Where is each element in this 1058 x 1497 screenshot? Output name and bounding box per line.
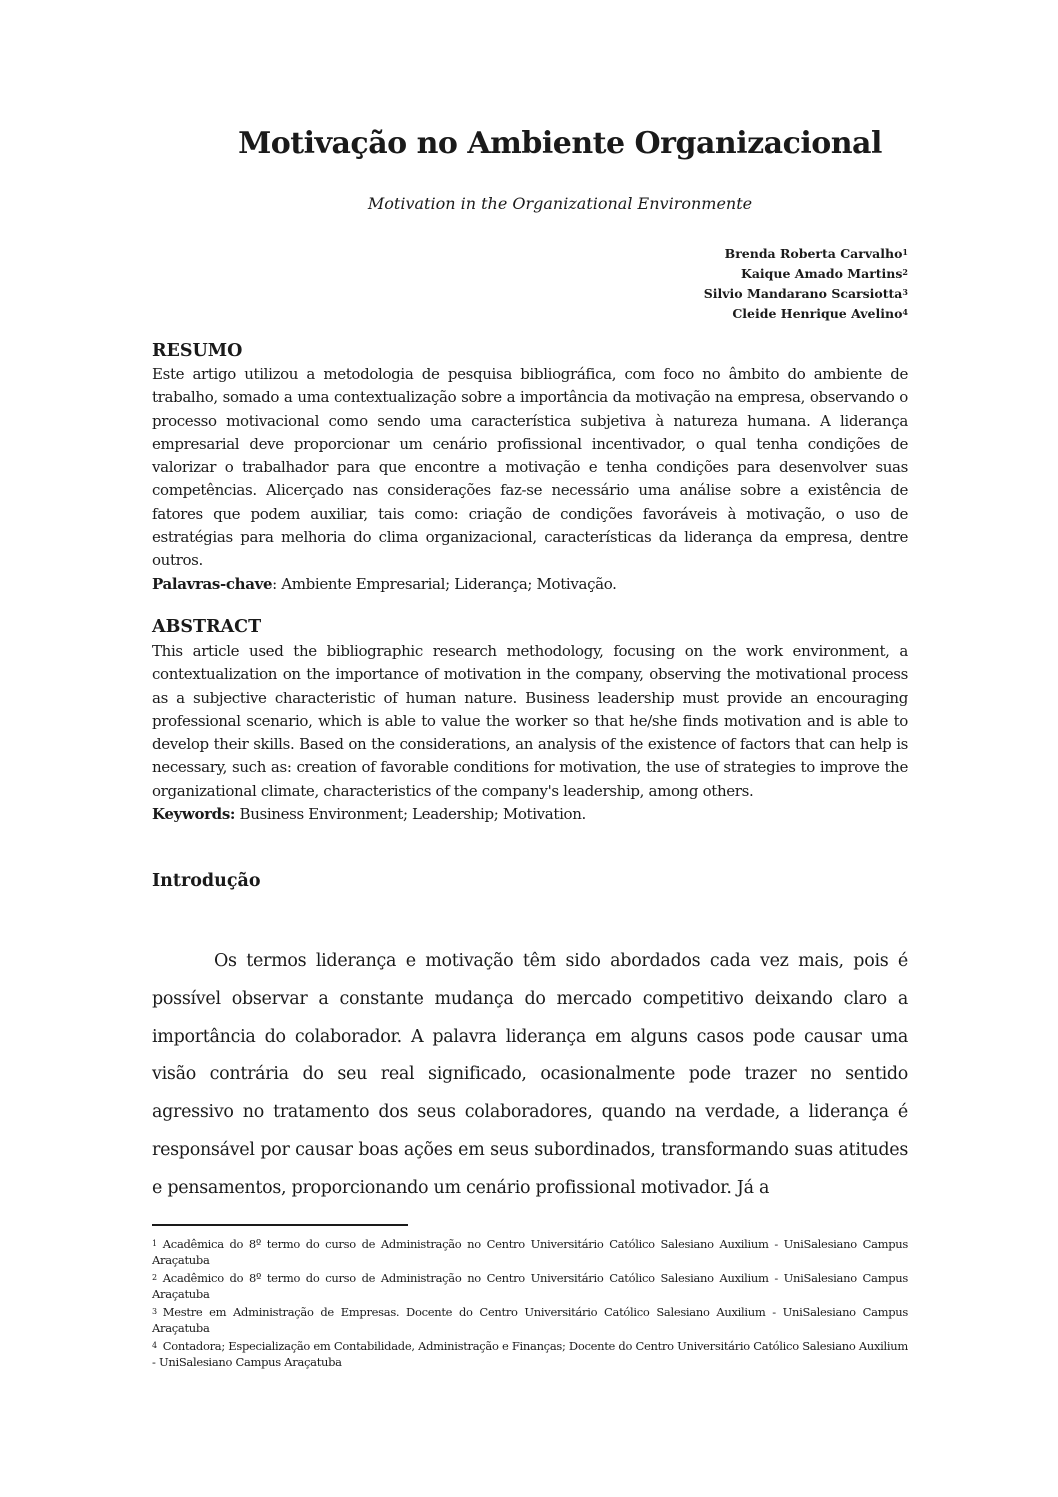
keywords-label: Keywords: — [152, 805, 236, 824]
keywords-text: Business Environment; Leadership; Motivation. — [235, 805, 586, 824]
author-name: Cleide Henrique Avelino — [732, 306, 903, 321]
author — [704, 264, 908, 284]
resumo-text: Este artigo utilizou a metodologia de pesquisa bibliográfica, com foco no âmbito do ambiente de trabalho, somado a uma contextualização sobre a importância da motivação na empresa, observando o processo motivacional como sendo uma característica subjetiva à natureza humana. A liderança empresarial deve proporcionar um cenário profissional incentivador, o qual tenha condições de valorizar o trabalhador para que encontre a motivação e tenha condições para desenvolver suas competências. Alicerçado nas considerações faz-se necessário uma análise sobre a existência de fatores que podem auxiliar, tais como: criação de condições favoráveis à motivação, o uso de estratégias para melhoria do clima organizacional, características da liderança da empresa, dentre outros. — [152, 365, 908, 570]
author — [704, 244, 908, 264]
footnote-mark: 2 — [902, 267, 908, 277]
abstract-section — [152, 640, 908, 826]
footnote — [152, 1236, 908, 1268]
author — [704, 304, 908, 324]
footnote-mark: 3 — [902, 287, 908, 297]
abstract-heading: ABSTRACT — [152, 617, 262, 637]
author-list — [704, 244, 908, 324]
footnote-separator — [152, 1224, 408, 1226]
author-name: Silvio Mandarano Scarsiotta — [703, 286, 903, 301]
footnote-text: Acadêmico do 8º termo do curso de Administração no Centro Universitário Católico Salesiano Auxilium - UniSalesiano Campus Araçatuba — [152, 1271, 908, 1301]
author — [704, 284, 908, 304]
paper-title: Motivação no Ambiente Organizacional — [238, 126, 882, 161]
keywords-label: Palavras-chave — [152, 574, 273, 593]
footnote-mark: 3 — [152, 1307, 157, 1316]
keywords-text: : Ambiente Empresarial; Liderança; Motivação. — [272, 574, 617, 593]
paper-subtitle: Motivation in the Organizational Environmente — [367, 194, 753, 213]
introducao-paragraph: Os termos liderança e motivação têm sido abordados cada vez mais, pois é possível observar a constante mudança do mercado competitivo deixando claro a importância do colaborador. A palavra liderança em alguns casos pode causar uma visão contrária do seu real significado, ocasionalmente pode trazer no sentido agressivo no tratamento dos seus colaboradores, quando na verdade, a liderança é responsável por causar boas ações em seus subordinados, transformando suas atitudes e pensamentos, proporcionando um cenário profissional motivador. Já a — [152, 951, 908, 1198]
footnote-mark: 4 — [902, 307, 908, 317]
footnote — [152, 1338, 908, 1370]
footnote — [152, 1270, 908, 1302]
footnote-text: Mestre em Administração de Empresas. Docente do Centro Universitário Católico Salesiano Auxilium - UniSalesiano Campus Araçatuba — [152, 1305, 908, 1335]
footnote-mark: 2 — [152, 1273, 157, 1282]
footnote-text: Contadora; Especialização em Contabilidade, Administração e Finanças; Docente do Centro Universitário Católico Salesiano Auxilium - UniSalesiano Campus Araçatuba — [152, 1339, 908, 1369]
footnote-mark: 1 — [152, 1239, 157, 1248]
footnote — [152, 1304, 908, 1336]
footnote-text: Acadêmica do 8º termo do curso de Administração no Centro Universitário Católico Salesiano Auxilium - UniSalesiano Campus Araçatuba — [152, 1237, 908, 1267]
abstract-text: This article used the bibliographic research methodology, focusing on the work environment, a contextualization on the importance of motivation in the company, observing the motivational process as a subjective characteristic of human nature. Business leadership must provide an encouraging professional scenario, which is able to value the worker so that he/she finds motivation and is able to develop their skills. Based on the considerations, an analysis of the existence of factors that can help is necessary, such as: creation of favorable conditions for motivation, the use of strategies to improve the organizational climate, characteristics of the company's leadership, among others. — [152, 642, 908, 800]
author-name: Brenda Roberta Carvalho — [724, 246, 903, 261]
resumo-heading: RESUMO — [152, 341, 243, 361]
resumo-section — [152, 363, 908, 596]
introducao-heading: Introdução — [152, 871, 261, 891]
footnote-mark: 1 — [902, 247, 908, 257]
footnote-mark: 4 — [152, 1341, 157, 1350]
author-name: Kaique Amado Martins — [740, 266, 903, 281]
footnotes — [152, 1236, 908, 1372]
